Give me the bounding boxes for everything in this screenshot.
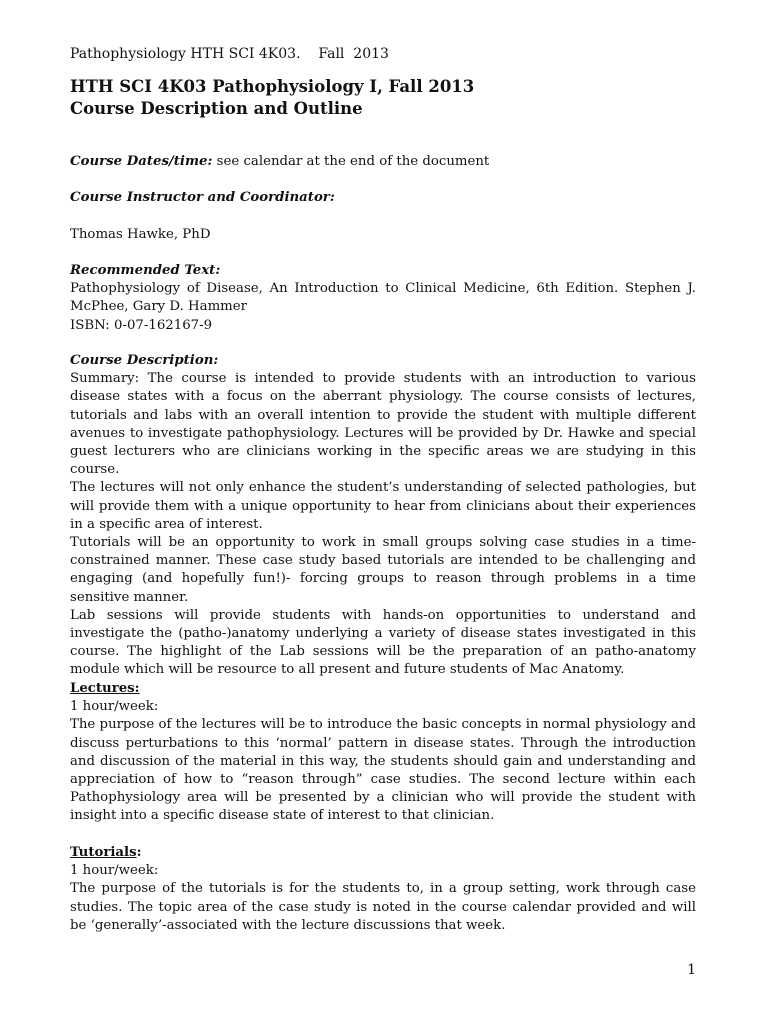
- lectures-hours: 1 hour/week:: [70, 699, 159, 715]
- instructor-name-block: [70, 226, 696, 244]
- description-paragraph-2: The lectures will not only enhance the student’s understanding of selected pathologies, but will provide them with a unique opportunity to hear from clinicians about their experiences in a specific area of interest.: [70, 480, 696, 532]
- description-paragraph-3: Tutorials will be an opportunity to work in small groups solving case studies in a time-constrained manner. These case study based tutorials are intended to be challenging and engaging (and hopefully fun!)- forcing groups to reason through problems in a time sensitive manner.: [70, 535, 696, 605]
- tutorials-paragraph: The purpose of the tutorials is for the students to, in a group setting, work through case studies. The topic area of the case study is noted in the course calendar provided and will be ‘generally’-associated with the lecture discussions that week.: [70, 881, 696, 933]
- course-dates-label: Course Dates/time:: [70, 154, 213, 169]
- instructor-section: [70, 189, 696, 207]
- course-description-section: [70, 352, 696, 680]
- instructor-label: Course Instructor and Coordinator:: [70, 190, 335, 205]
- instructor-name: Thomas Hawke, PhD: [70, 227, 211, 242]
- recommended-text-section: [70, 262, 696, 335]
- course-dates: [70, 153, 696, 171]
- tutorials-heading-colon: :: [136, 845, 142, 860]
- recommended-text-label: Recommended Text:: [70, 263, 221, 278]
- document-title: [70, 76, 474, 120]
- title-line-1: HTH SCI 4K03 Pathophysiology I, Fall 2013: [70, 77, 475, 96]
- course-dates-value: see calendar at the end of the document: [212, 154, 490, 169]
- running-header: Pathophysiology HTH SCI 4K03. Fall 2013: [70, 46, 389, 62]
- lectures-heading: Lectures:: [70, 681, 140, 696]
- lectures-section: [70, 680, 696, 826]
- page-number: 1: [687, 962, 696, 978]
- tutorials-section: [70, 844, 696, 935]
- lectures-paragraph: The purpose of the lectures will be to introduce the basic concepts in normal physiology and discuss perturbations to this ‘normal’ pattern in disease states. Through the introduction and discussion of the material in this way, the students should gain and understanding and appreciation of how to “reason through” case studies. The second lecture within each Pathophysiology area will be presented by a clinician who will provide the student with insight into a specific disease state of interest to that clinician.: [70, 717, 696, 824]
- tutorials-heading: Tutorials: [70, 845, 137, 860]
- recommended-text-citation: Pathophysiology of Disease, An Introduction to Clinical Medicine, 6th Edition. Stephen J. McPhee, Gary D. Hammer: [70, 281, 696, 315]
- description-paragraph-1: Summary: The course is intended to provide students with an introduction to various disease states with a focus on the aberrant physiology. The course consists of lectures, tutorials and labs with an overall intention to provide the student with multiple different avenues to investigate pathophysiology. Lectures will be provided by Dr. Hawke and special guest lecturers who are clinicians working in the specific areas we are studying in this course.: [70, 371, 696, 478]
- title-line-2: Course Description and Outline: [70, 99, 363, 118]
- description-paragraph-4: Lab sessions will provide students with hands-on opportunities to understand and investigate the (patho-)anatomy underlying a variety of disease states investigated in this course. The highlight of the Lab sessions will be the preparation of an patho-anatomy module which will be resource to all present and future students of Mac Anatomy.: [70, 607, 696, 678]
- course-description-label: Course Description:: [70, 353, 219, 368]
- isbn: ISBN: 0-07-162167-9: [70, 317, 213, 333]
- tutorials-hours: 1 hour/week:: [70, 863, 159, 879]
